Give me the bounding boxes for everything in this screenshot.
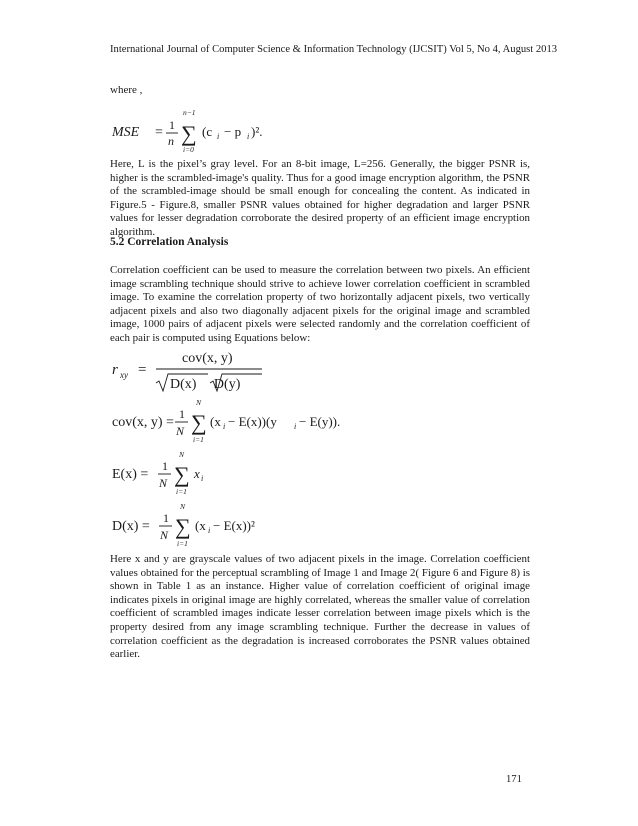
rxy-numerator: cov(x, y): [182, 351, 233, 366]
cov-upper-limit: N: [196, 398, 202, 407]
results-paragraph: Here x and y are grayscale values of two adjacent pixels in the image. Correlation coefficient values obtained for the perceptual scrambling of Image 1 and Image 2( Figure 6 and Figure 8) is shown in Table 1 as an instance. Higher value of correlation coefficient of original image indicates pixels in original image are highly correlated, whereas the smaller value of correlation coefficient of scrambled images indicate lesser correlation between image pixels which is the property desired from any image scrambling technique. Further the decrease in values of correlation coefficient as the degradation is increased corroborates the PSNR values obtained earlier.: [110, 553, 530, 661]
mse-upper-limit: n−1: [183, 108, 196, 117]
ex-fraction-numerator: 1: [162, 459, 168, 473]
cov-sub-x: i: [223, 422, 226, 431]
dx-term: (x: [195, 518, 206, 533]
rxy-lhs: r: [112, 362, 118, 378]
where-label: where ,: [110, 84, 143, 96]
mse-equation: [110, 106, 290, 159]
dx-lower-limit: i=1: [177, 539, 188, 548]
mse-lhs: MSE: [112, 125, 140, 140]
ex-upper-limit: N: [179, 450, 185, 459]
dx-fraction-numerator: 1: [163, 511, 169, 525]
dx-lhs: D(x) =: [112, 519, 150, 534]
rxy-equals: =: [138, 362, 147, 378]
rxy-equation: [110, 344, 300, 401]
page-number: 171: [506, 774, 522, 785]
cov-sub-y: i: [294, 422, 297, 431]
mse-term-c: (c: [202, 124, 213, 139]
cov-end: − E(y)).: [299, 414, 341, 429]
cov-fraction-denominator: N: [176, 424, 185, 438]
cov-sigma: ∑: [191, 410, 207, 435]
mse-equals: =: [155, 125, 163, 140]
psnr-paragraph: Here, L is the pixel’s gray level. For an 8-bit image, L=256. Generally, the bigger PSNR is, higher is the scrambled-image's quality. Thus for a good image encryption algorithm, the PSNR of the scrambled-image should be small enough for concealing the content. As indicated in Figure.5 - Figure.8, smaller PSNR values obtained for higher degradation and larger PSNR values for lesser degradation corroborate the desired property of an efficient image encryption algorithm.: [110, 158, 530, 238]
section-heading: 5.2 Correlation Analysis: [110, 236, 229, 248]
cov-equation-svg: [110, 396, 360, 446]
ex-equation-svg: [110, 448, 260, 498]
ex-lower-limit: i=1: [176, 487, 187, 496]
mse-lower-limit: i=0: [183, 145, 194, 154]
ex-term: x: [194, 466, 200, 481]
cov-equation: [110, 396, 360, 451]
dx-sigma: ∑: [175, 514, 191, 539]
correlation-intro-paragraph: Correlation coefficient can be used to measure the correlation between two pixels. An efficient image scrambling technique should strive to achieve lower correlation coefficient in scrambled image. To examine the correlation property of two horizontally adjacent pixels, two vertically adjacent pixels and also two diagonally adjacent pixels for the original image and scrambled image, 1000 pairs of adjacent pixels were selected randomly and the correlation coefficient of each pair is computed using Equations below:: [110, 264, 530, 344]
rxy-equation-svg: [110, 344, 300, 396]
mse-sigma: ∑: [181, 121, 197, 146]
cov-lower-limit: i=1: [193, 435, 204, 444]
mse-fraction-numerator: 1: [169, 118, 175, 132]
cov-fraction-numerator: 1: [179, 407, 185, 421]
mse-power: )².: [251, 124, 263, 139]
ex-equation: [110, 448, 260, 503]
cov-mid: − E(x))(y: [228, 414, 277, 429]
dx-fraction-denominator: N: [160, 528, 169, 542]
mse-equation-svg: [110, 106, 290, 154]
ex-fraction-denominator: N: [159, 476, 168, 490]
rxy-lhs-sub: xy: [120, 370, 128, 380]
cov-lhs: cov(x, y) =: [112, 415, 174, 430]
dx-end: − E(x))²: [213, 518, 255, 533]
dx-upper-limit: N: [180, 502, 186, 511]
cov-term: (x: [210, 414, 221, 429]
ex-lhs: E(x) =: [112, 467, 149, 482]
mse-sub-p: i: [247, 132, 250, 141]
mse-fraction-denominator: n: [168, 134, 174, 148]
ex-sub: i: [201, 474, 204, 483]
running-header: International Journal of Computer Science & Information Technology (IJCSIT) Vol 5, No 4, August 2013: [110, 44, 558, 55]
dx-sub: i: [208, 526, 211, 535]
mse-minus-p: − p: [224, 124, 242, 139]
dx-equation-svg: [110, 500, 300, 550]
ex-sigma: ∑: [174, 462, 190, 487]
dx-equation: [110, 500, 300, 555]
mse-sub-c: i: [217, 132, 220, 141]
rxy-denominator: D(x) D(y): [170, 377, 241, 392]
